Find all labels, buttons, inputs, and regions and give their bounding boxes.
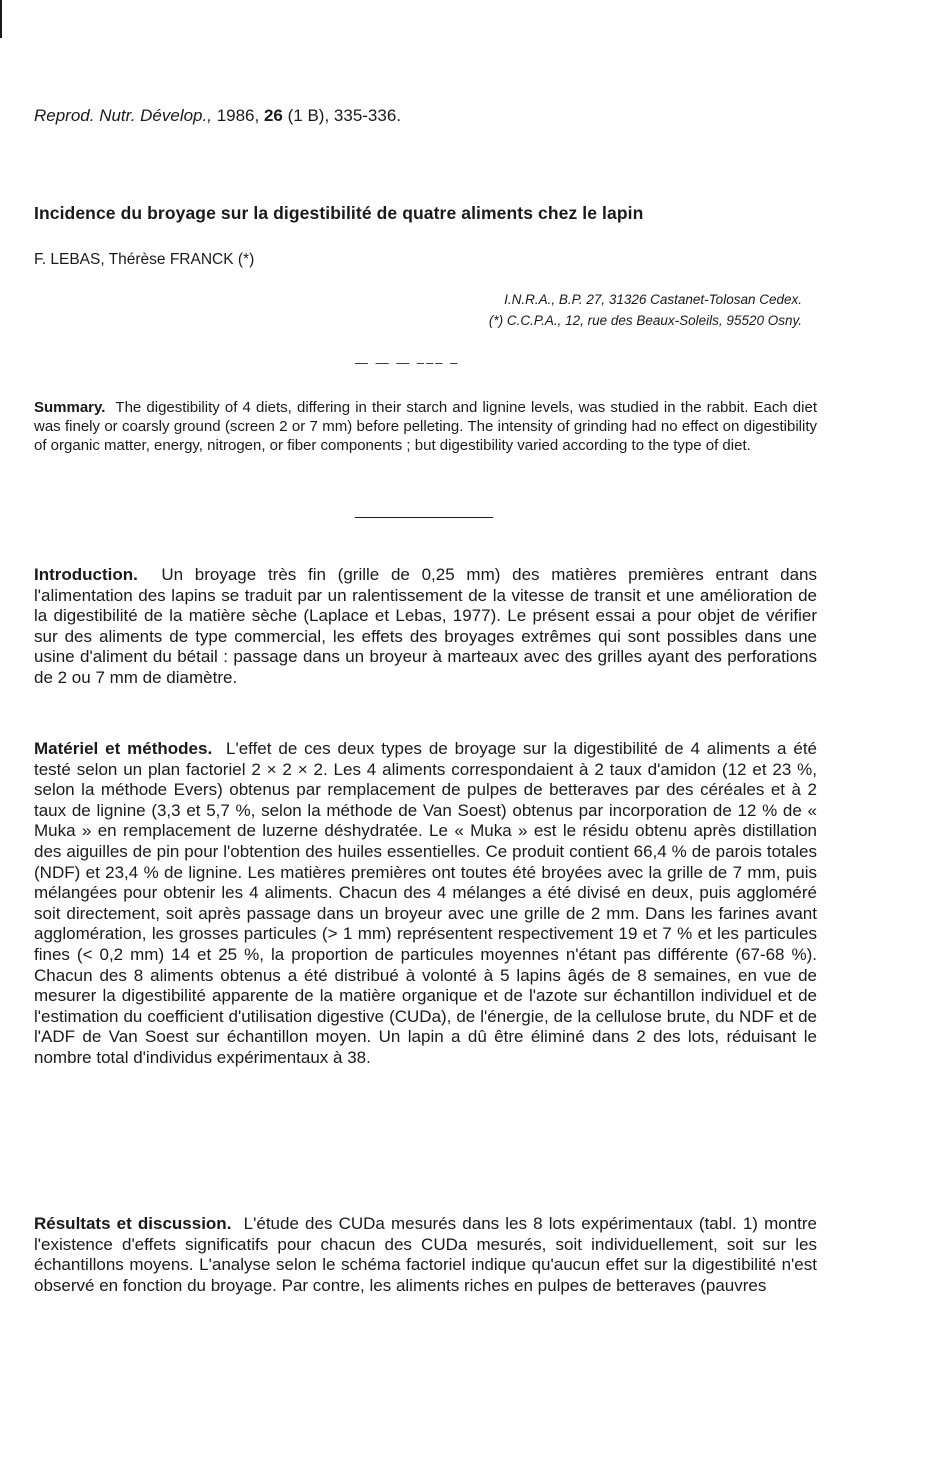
journal-issue-pages: (1 B), 335-336. — [287, 106, 402, 125]
methods-paragraph — [34, 739, 817, 1069]
journal-year: 1986, — [216, 106, 260, 125]
section-rule — [355, 517, 493, 518]
journal-citation — [34, 106, 401, 126]
results-paragraph — [34, 1214, 817, 1296]
summary-heading: Summary. — [34, 399, 106, 416]
results-heading: Résultats et discussion. — [34, 1214, 232, 1233]
introduction-heading: Introduction. — [34, 565, 138, 584]
affiliations — [489, 289, 802, 331]
methods-heading: Matériel et méthodes. — [34, 739, 213, 758]
scan-edge-mark — [0, 0, 2, 38]
journal-name: Reprod. Nutr. Dévelop., — [34, 106, 212, 125]
methods-text: L'effet de ces deux types de broyage sur la digestibilité de 4 aliments a été testé selon un plan factoriel 2 × 2 × 2. Les 4 aliments correspondaient à 2 taux d'amidon (12 et 23 %, selon la méthode Evers) obtenus par remplacement de pulpes de betteraves par des céréales et à 2 taux de lignine (3,3 et 5,7 %, selon la méthode de Van Soest) obtenus par incorporation de 12 % de « Muka » en remplacement de luzerne déshydratée. Le « Muka » est le résidu obtenu après distillation des aiguilles de pin pour l'obtention des huiles essentielles. Ce produit contient 66,4 % de parois totales (NDF) et 23,4 % de lignine. Les matières premières ont toutes été broyées avec la grille de 7 mm, puis mélangées pour obtenir les 4 aliments. Chacun des 4 mélanges a été divisé en deux, puis aggloméré soit directement, soit après passage dans un broyeur avec une grille de 2 mm. Dans les farines avant agglomération, les grosses particules (> 1 mm) représentent respectivement 19 et 7 % et les particules fines (< 0,2 mm) 14 et 25 %, la proportion de particules moyennes n'étant pas différente (67-68 %). Chacun des 8 aliments obtenus a été distribué à volonté à 5 lapins âgés de 8 semaines, en vue de mesurer la digestibilité apparente de la matière organique et de l'azote sur échantillon individuel et de l'estimation du coefficient d'utilisation digestive (CUDa), de l'énergie, de la cellulose brute, du NDF et de l'ADF de Van Soest sur échantillon moyen. Un lapin a dû être éliminé dans 2 des lots, réduisant le nombre total d'individus expérimentaux à 38. — [34, 739, 817, 1067]
journal-volume: 26 — [263, 106, 283, 125]
introduction-text: Un broyage très fin (grille de 0,25 mm) des matières premières entrant dans l'alimentation des lapins se traduit par un ralentissement de la vitesse de transit et une amélioration de la digestibilité de la matière sèche (Laplace et Lebas, 1977). Le présent essai a pour objet de vérifier sur des aliments de type commercial, les effets des broyages extrêmes qui sont possibles dans une usine d'aliment du bétail : passage dans un broyeur à marteaux avec des grilles ayant des perforations de 2 ou 7 mm de diamètre. — [34, 565, 817, 687]
introduction-paragraph — [34, 565, 817, 689]
affiliation-ccpa: (*) C.C.P.A., 12, rue des Beaux-Soleils, 95520 Osny. — [488, 313, 802, 328]
article-authors: F. LEBAS, Thérèse FRANCK (*) — [34, 251, 255, 268]
results-text: L'étude des CUDa mesurés dans les 8 lots expérimentaux (tabl. 1) montre l'existence d'effets significatifs pour chacun des CUDa mesurés, soit individuellement, soit sur les échantillons moyens. L'analyse selon le schéma factoriel indique qu'aucun effet sur la digestibilité n'est observé en fonction du broyage. Par contre, les aliments riches en pulpes de betteraves (pauvres — [34, 1214, 817, 1295]
summary-text: The digestibility of 4 diets, differing in their starch and lignine levels, was studied in the rabbit. Each diet was finely or coarsly ground (screen 2 or 7 mm) before pelleting. The intensity of grinding had no effect on digestibility of organic matter, energy, nitrogen, or fiber components ; but digestibility varied according to the type of diet. — [34, 399, 817, 454]
affiliation-inra: I.N.R.A., B.P. 27, 31326 Castanet-Tolosan Cedex. — [504, 292, 802, 307]
article-title: Incidence du broyage sur la digestibilité de quatre aliments chez le lapin — [34, 203, 644, 223]
summary-paragraph — [34, 398, 817, 455]
separator-dashes: — — — ––– – — [355, 355, 460, 370]
